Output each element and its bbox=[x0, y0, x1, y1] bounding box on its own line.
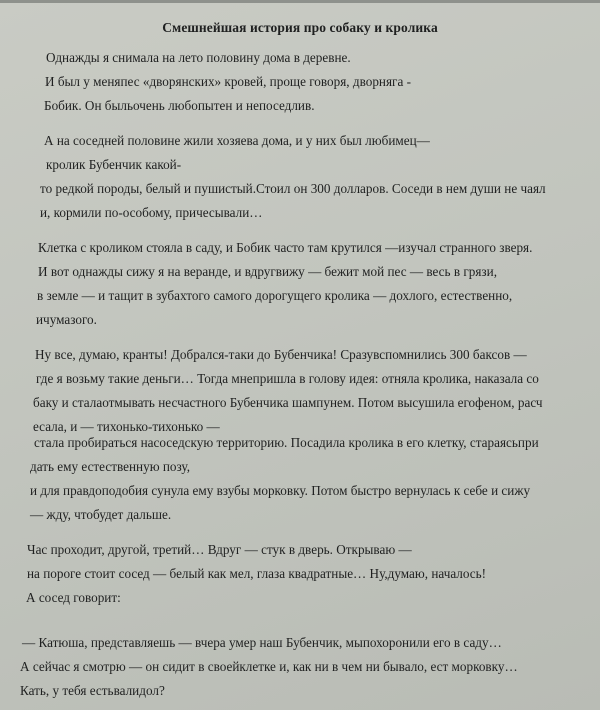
text-line: А на соседней половине жили хозяева дома, и у них был любимец— bbox=[44, 133, 430, 148]
text-line: И был у меняпес «дворянских» кровей, проще говоря, дворняга - bbox=[45, 74, 411, 89]
text-line: стала пробираться насоседскую территорию. Посадила кролика в его клетку, стараясьпри bbox=[34, 435, 539, 450]
text-line: Бобик. Он быльочень любопытен и непоседлив. bbox=[44, 98, 315, 113]
text-line: ичумазого. bbox=[36, 312, 97, 327]
text-line: то редкой породы, белый и пушистый.Стоил он 300 долларов. Соседи в нем души не чаял bbox=[40, 181, 546, 196]
text-line: дать ему естественную позу, bbox=[30, 459, 190, 474]
text-line: и для правдоподобия сунула ему взубы морковку. Потом быстро вернулась к себе и сижу bbox=[30, 483, 531, 498]
text-line: и, кормили по-особому, причесывали… bbox=[40, 205, 263, 220]
text-line: есала, и — тихонько-тихонько — bbox=[33, 419, 220, 434]
text-line: в земле — и тащит в зубахтого самого дорогущего кролика — дохлого, естественно, bbox=[37, 288, 513, 303]
text-line: Клетка с кроликом стояла в саду, и Бобик часто там крутился —изучал странного зверя. bbox=[38, 240, 533, 255]
text-line: на пороге стоит сосед — белый как мел, глаза квадратные… Ну,думаю, началось! bbox=[27, 566, 487, 581]
text-line: — жду, чтобудет дальше. bbox=[30, 507, 172, 522]
text-line: где я возьму такие деньги… Тогда мнепришла в голову идея: отняла кролика, наказала со bbox=[36, 371, 539, 386]
text-line: Однажды я снимала на лето половину дома в деревне. bbox=[46, 50, 351, 65]
text-line: И вот однажды сижу я на веранде, и вдругвижу — бежит мой пес — весь в грязи, bbox=[38, 264, 497, 279]
text-line: — Катюша, представляешь — вчера умер наш Бубенчик, мыпохоронили его в саду… bbox=[22, 635, 502, 650]
text-line: Ну все, думаю, кранты! Добрался-таки до Бубенчика! Сразувспомнились 300 баксов — bbox=[35, 347, 527, 362]
text-line: А сейчас я смотрю — он сидит в своейклетке и, как ни в чем ни бывало, ест морковку… bbox=[20, 659, 518, 674]
text-line: баку и сталаотмывать несчастного Бубенчика шампунем. Потом высушила егофеном, расч bbox=[33, 395, 543, 410]
document-title: Смешнейшая история про собаку и кролика bbox=[162, 20, 438, 35]
text-line: А сосед говорит: bbox=[26, 590, 121, 605]
text-line: кролик Бубенчик какой- bbox=[46, 157, 182, 172]
text-line: Час проходит, другой, третий… Вдруг — стук в дверь. Открываю — bbox=[27, 542, 412, 557]
text-line: Кать, у тебя естьвалидол? bbox=[20, 683, 165, 698]
